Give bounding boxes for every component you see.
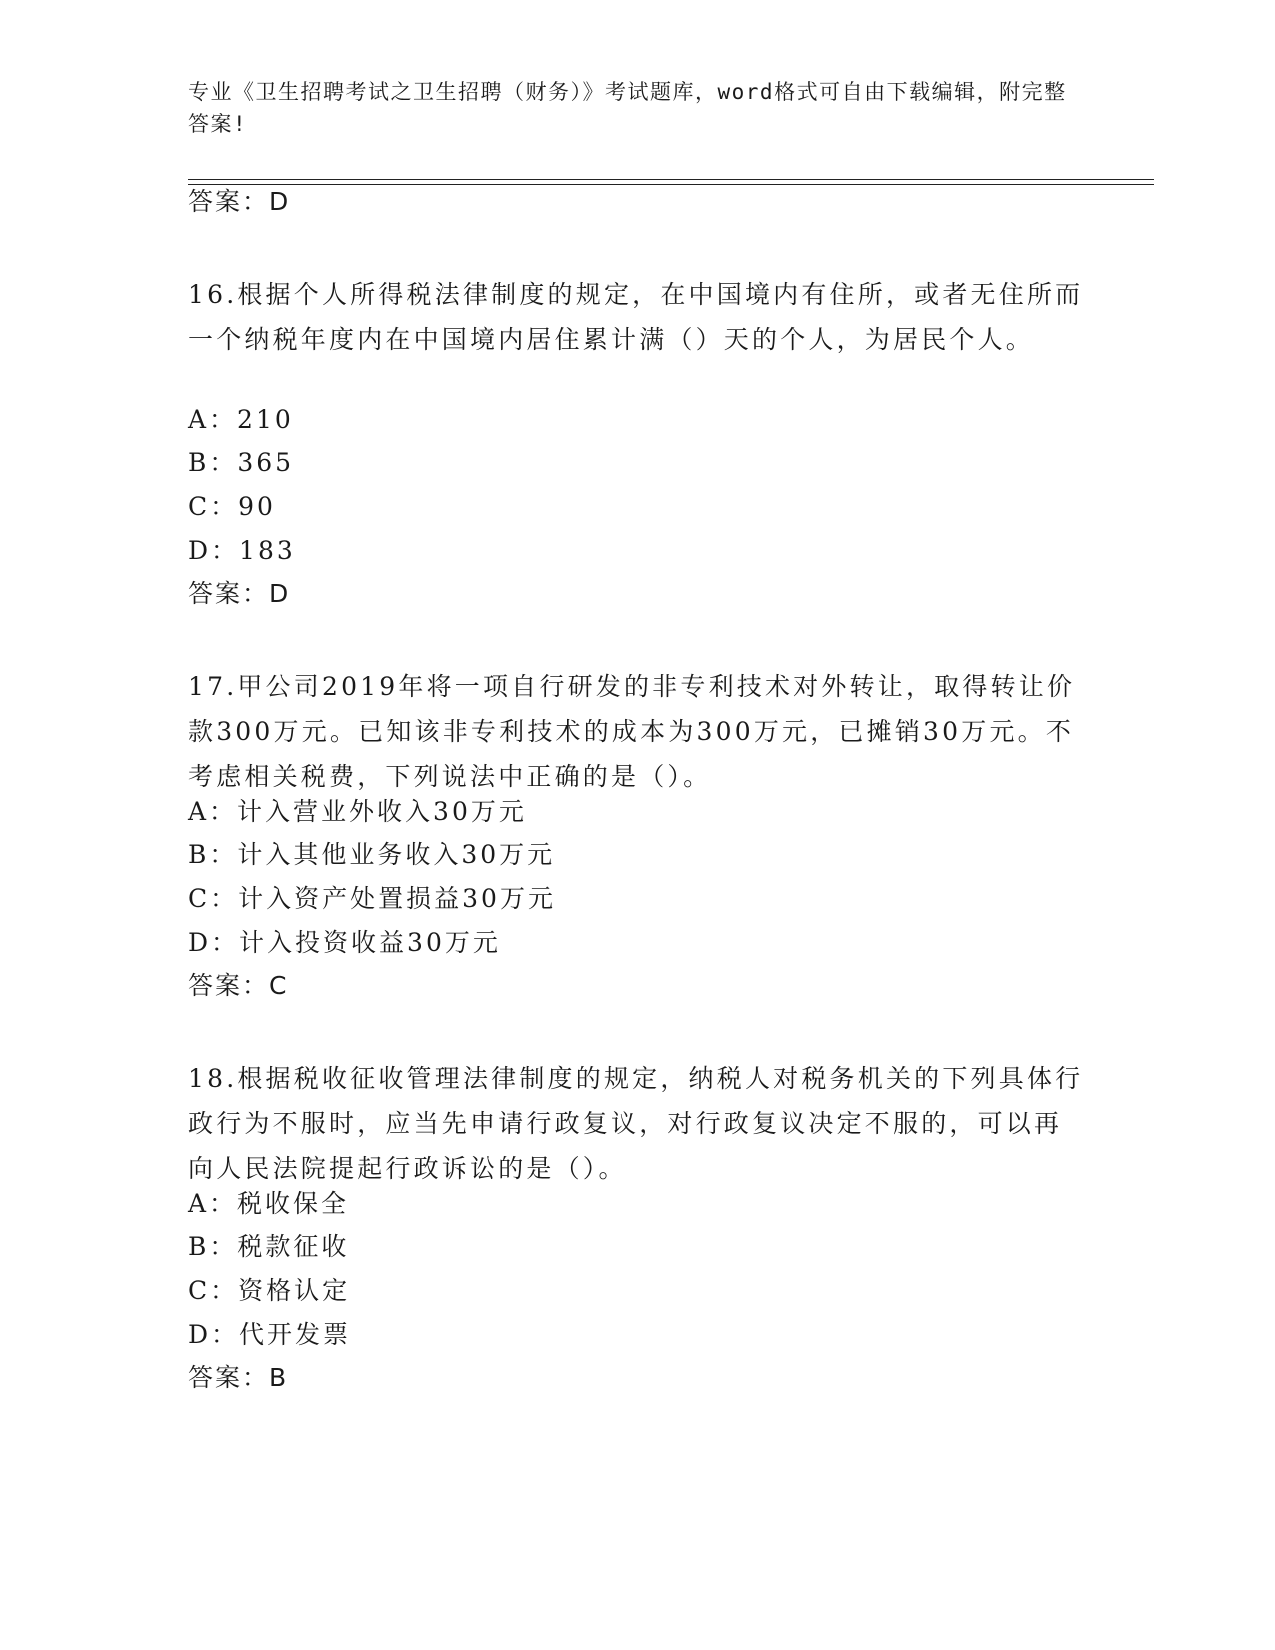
question-17-option-d: D：计入投资收益30万元 xyxy=(188,928,501,957)
question-17-answer: 答案：C xyxy=(188,971,289,1000)
question-18-option-a: A：税收保全 xyxy=(188,1189,350,1218)
question-17-option-c: C：计入资产处置损益30万元 xyxy=(188,884,556,913)
question-18-answer: 答案：B xyxy=(188,1363,289,1392)
question-18-stem: 18.根据税收征收管理法律制度的规定，纳税人对税务机关的下列具体行政行为不服时，应当先申请行政复议，对行政复议决定不服的，可以再向人民法院提起行政诉讼的是（）。 xyxy=(188,1064,1084,1183)
question-18-option-c: C：资格认定 xyxy=(188,1276,351,1305)
question-17-stem: 17.甲公司2019年将一项自行研发的非专利技术对外转让，取得转让价款300万元。已知该非专利技术的成本为300万元，已摊销30万元。不考虑相关税费，下列说法中正确的是（）。 xyxy=(188,672,1076,791)
question-18-option-b: B：税款征收 xyxy=(188,1232,350,1261)
previous-answer: 答案：D xyxy=(188,187,291,216)
question-17-option-a: A：计入营业外收入30万元 xyxy=(188,797,527,826)
question-16-option-b: B：365 xyxy=(188,448,295,477)
question-16-option-a: A：210 xyxy=(188,405,294,434)
question-16-option-c: C：90 xyxy=(188,492,276,521)
question-16-stem: 16.根据个人所得税法律制度的规定，在中国境内有住所，或者无住所而一个纳税年度内在中国境内居住累计满（）天的个人，为居民个人。 xyxy=(188,280,1084,354)
question-17-option-b: B：计入其他业务收入30万元 xyxy=(188,840,556,869)
header-divider-double xyxy=(188,184,1154,185)
document-header: 专业《卫生招聘考试之卫生招聘（财务）》考试题库，word格式可自由下载编辑，附完整答案! xyxy=(188,80,1067,136)
header-divider xyxy=(188,179,1154,180)
question-18-option-d: D：代开发票 xyxy=(188,1320,352,1349)
question-16-answer: 答案：D xyxy=(188,579,291,608)
question-16-option-d: D：183 xyxy=(188,536,296,565)
